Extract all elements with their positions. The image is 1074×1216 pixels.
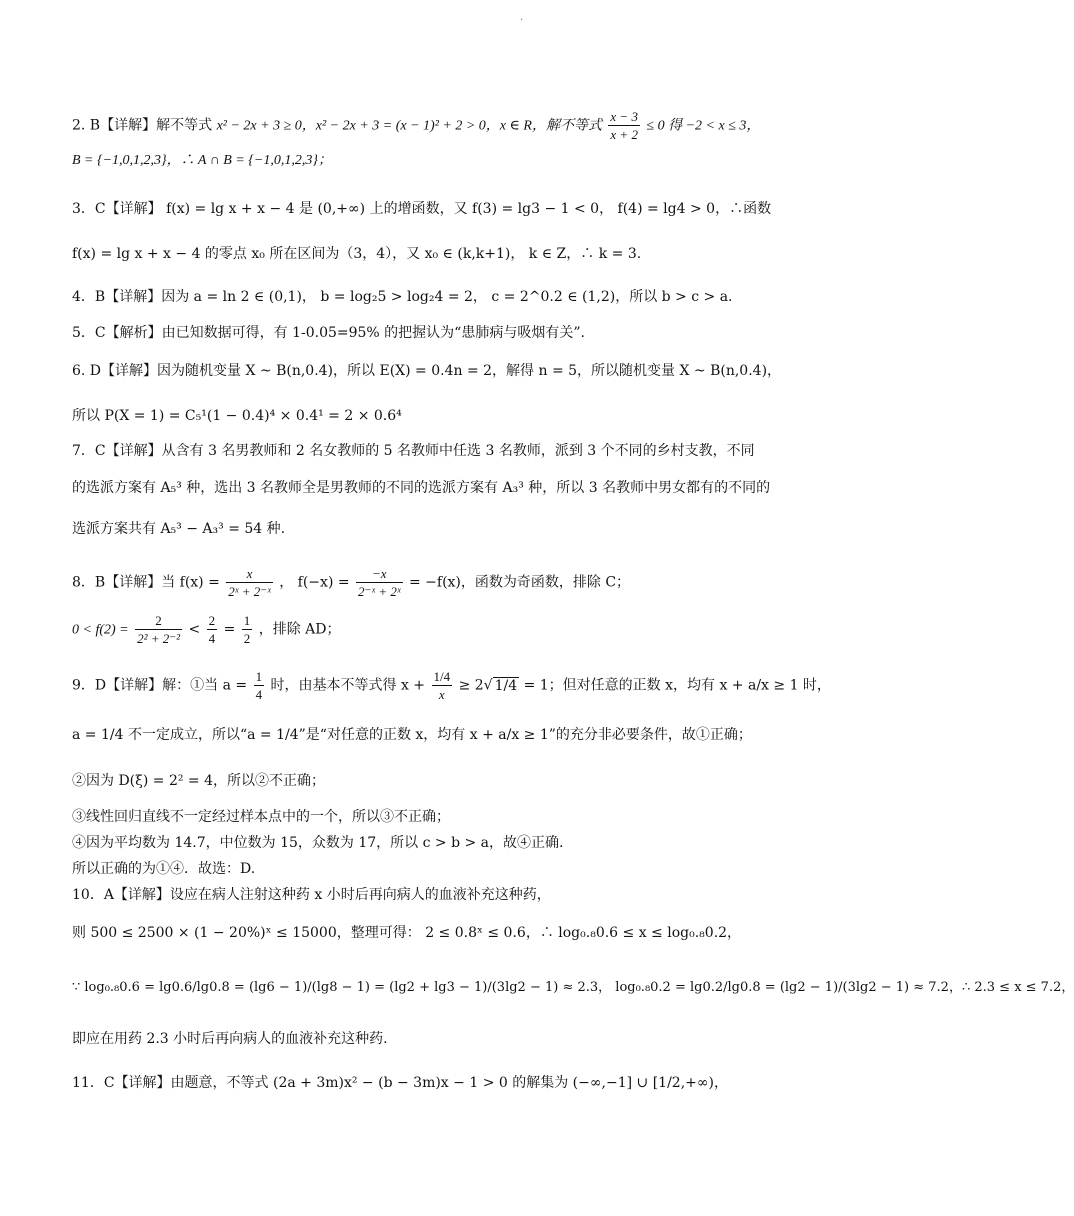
q11-line-1: 11．C【详解】由题意，不等式 (2a + 3m)x² − (b − 3m)x − 1 > 0 的解集为 (−∞,−1] ∪ [1/2,+∞)， (72, 1075, 729, 1091)
q7-line-3: 选派方案共有 A₅³ − A₃³ = 54 种. (72, 521, 286, 537)
q2-prefix: 2. B【详解】解不等式 (72, 117, 213, 134)
q2-result: ≤ 0 得 −2 < x ≤ 3， (646, 118, 761, 134)
q2-inequality: x² − 2x + 3 ≥ 0，x² − 2x + 3 = (x − 1)² + 2 > 0，x ∈ R，解不等式 (216, 118, 602, 134)
q9-text-c: ≥ 2 (458, 677, 484, 694)
q8-text-a: 8．B【详解】当 f(x) = (72, 574, 220, 591)
q8-line-2 (72, 612, 792, 647)
q8-text-d: 0 < f(2) = (72, 622, 129, 638)
q9-frac-b: $\frac{1/4}{x}$ (433, 669, 451, 702)
q4-line-1: 4．B【详解】因为 a = ln 2 ∈ (0,1)， b = log₂5 > log₂4 = 2， c = 2^0.2 ∈ (1,2)，所以 b > c > a. (72, 289, 733, 305)
q3-line-2: f(x) = lg x + x − 4 的零点 x₀ 所在区间为（3，4），又 x₀ ∈ (k,k+1)， k ∈ Z，∴ k = 3. (72, 246, 642, 262)
q10-line-3: ∵ log₀.₈0.6 = lg0.6/lg0.8 = (lg6 − 1)/(lg8 − 1) = (lg2 + lg3 − 1)/(3lg2 − 1) ≈ 2.3， log₀.₈0.2 = lg0.2/lg0.8 = (lg2 − 1)/(3lg2 − 1) ≈ 7.2，∴ 2.3 ≤ x ≤ 7.2， (72, 980, 1074, 995)
q8-frac-1: $\frac{x}{\text{2ˣ + 2⁻ˣ}}$ (228, 566, 271, 599)
q9-line-6: 所以正确的为①④．故选：D. (72, 861, 256, 877)
q9-frac-a: $\frac{1}{4}$ (255, 669, 263, 702)
q8-text-b: ， f(−x) = (279, 574, 350, 591)
q3-line-1: 3．C【详解】 f(x) = lg x + x − 4 是 (0,+∞) 上的增函数，又 f(3) = lg3 − 1 < 0， f(4) = lg4 > 0，∴函数 (72, 201, 772, 217)
q8-less-than: < (188, 621, 201, 638)
q8-frac-3: $\frac{2}{\text{2² + 2⁻²}}$ (137, 613, 180, 646)
q7-line-1: 7．C【详解】从含有 3 名男教师和 2 名女教师的 5 名教师中任选 3 名教师，派到 3 个不同的乡村支教，不同 (72, 443, 755, 459)
q8-text-e: ，排除 AD； (258, 621, 341, 638)
q9-line-3: ②因为 D(ξ) = 2² = 4，所以②不正确； (72, 773, 325, 789)
q9-text-a: 9．D【详解】解：①当 a = (72, 677, 248, 694)
q10-line-2: 则 500 ≤ 2500 × (1 − 20%)ˣ ≤ 15000，整理可得： 2 ≤ 0.8ˣ ≤ 0.6，∴ log₀.₈0.6 ≤ x ≤ log₀.₈0.2， (72, 925, 742, 941)
q9-line-4: ③线性回归直线不一定经过样本点中的一个，所以③不正确； (72, 809, 450, 825)
q2-line-1 (72, 108, 792, 143)
q9-sqrt: 1/4 (494, 677, 518, 694)
q10-line-4: 即应在用药 2.3 小时后再向病人的血液补充这种药. (72, 1031, 388, 1047)
q8-text-c: = −f(x)，函数为奇函数，排除 C； (408, 574, 631, 591)
q9-line-2: a = 1/4 不一定成立，所以“a = 1/4”是“对任意的正数 x，均有 x + a/x ≥ 1”的充分非必要条件，故①正确； (72, 727, 752, 743)
q9-line-1: 9．D【详解】解：①当 a = $\frac{1}{4}$ 时，由基本不等式得 x + $\frac{1/4}{x}$ ≥ 2√ 1/4 = 1；但对任意的正数 x，均有 x + a/x ≥ 1 时， (72, 669, 831, 702)
q5-line-1: 5．C【解析】由已知数据可得，有 1-0.05=95% 的把握认为“患肺病与吸烟有关”. (72, 325, 585, 341)
q8-frac-5: $\frac{1}{2}$ (243, 613, 251, 646)
q6-line-1: 6. D【详解】因为随机变量 X ~ B(n,0.4)，所以 E(X) = 0.4n = 2，解得 n = 5，所以随机变量 X ~ B(n,0.4)， (72, 363, 782, 379)
q2-fraction: $\frac{x - 3}{x + 2}$ (610, 109, 638, 142)
q2-line-2: B = {−1,0,1,2,3}，∴ A ∩ B = {−1,0,1,2,3}； (72, 153, 332, 168)
q6-line-2: 所以 P(X = 1) = C₅¹(1 − 0.4)⁴ × 0.4¹ = 2 × 0.6⁴ (72, 408, 402, 424)
q8-equals: = (223, 621, 236, 638)
q8-line-1 (72, 565, 792, 600)
q10-line-1: 10．A【详解】设应在病人注射这种药 x 小时后再向病人的血液补充这种药， (72, 887, 551, 903)
q9-text-b: 时，由基本不等式得 x + (270, 677, 426, 694)
header-dot: . (520, 12, 524, 23)
q9-line-5: ④因为平均数为 14.7，中位数为 15，众数为 17，所以 c > b > a，故④正确. (72, 835, 564, 851)
q8-frac-4: $\frac{2}{4}$ (208, 613, 216, 646)
q7-line-2: 的选派方案有 A₅³ 种，选出 3 名教师全是男教师的不同的选派方案有 A₃³ 种，所以 3 名教师中男女都有的不同的 (72, 480, 771, 496)
q8-frac-2: $\frac{-x}{\text{2⁻ˣ + 2ˣ}}$ (358, 566, 401, 599)
q9-text-d: = 1；但对任意的正数 x，均有 x + a/x ≥ 1 时， (523, 677, 831, 694)
